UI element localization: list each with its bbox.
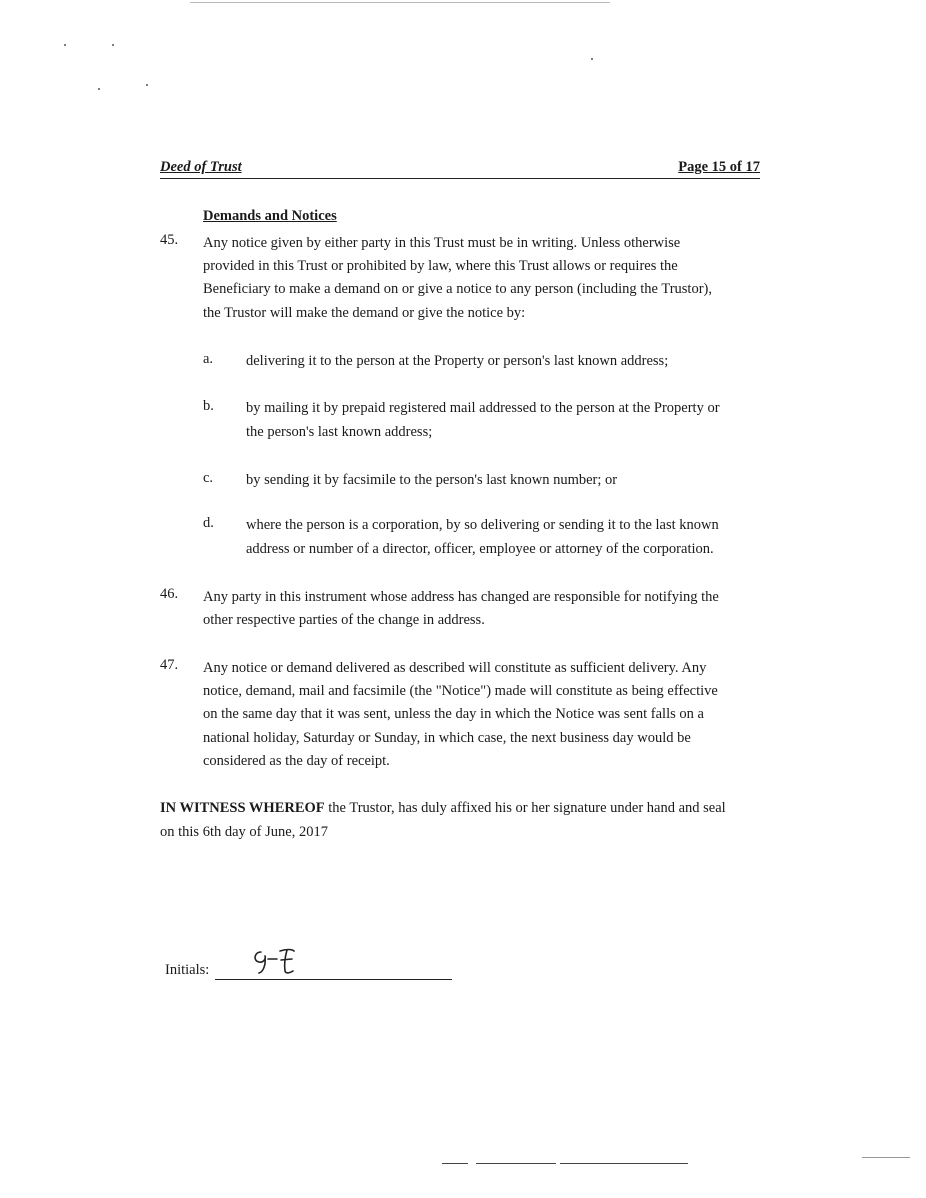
clause-text — [203, 586, 719, 632]
witness-date-line: on this 6th day of June, 2017 — [160, 824, 328, 840]
clause-number: 45. — [160, 232, 179, 248]
witness-statement — [160, 796, 770, 844]
scan-speck — [146, 84, 148, 86]
clause-line: Any party in this instrument whose address has changed are responsible for notifying the — [203, 589, 719, 605]
clause-line: notice, demand, mail and facsimile (the "Notice") made will constitute as being effective — [203, 683, 718, 700]
item-letter: c. — [203, 470, 214, 486]
clause-text — [203, 232, 712, 325]
initials-label: Initials: — [165, 962, 210, 978]
scan-speck — [64, 44, 66, 46]
scan-bottom-line — [442, 1163, 468, 1164]
item-letter: d. — [203, 515, 214, 531]
section-heading: Demands and Notices — [203, 208, 337, 224]
clause-line: Any notice given by either party in this Trust must be in writing. Unless otherwise — [203, 235, 681, 251]
witness-lead: IN WITNESS WHEREOF — [160, 800, 325, 816]
witness-line — [160, 796, 770, 820]
item-line: the person's last known address; — [246, 424, 433, 440]
item-letter: a. — [203, 351, 214, 367]
clause-line: the Trustor will make the demand or give the notice by: — [203, 304, 526, 321]
item-line: where the person is a corporation, by so delivering or sending it to the last known — [246, 517, 719, 533]
clause-number: 47. — [160, 657, 179, 673]
scan-bottom-line — [476, 1163, 556, 1164]
item-letter: b. — [203, 398, 214, 414]
clause-line: on the same day that it was sent, unless the day in which the Notice was sent falls on a — [203, 706, 704, 723]
list-item — [246, 468, 766, 492]
item-line: delivering it to the person at the Property or person's last known address; — [246, 353, 669, 369]
clause-line: Any notice or demand delivered as described will constitute as sufficient delivery. Any — [203, 660, 707, 676]
scan-speck — [112, 44, 114, 46]
initials-line — [215, 979, 452, 980]
clause-line: considered as the day of receipt. — [203, 752, 390, 769]
document-title: Deed of Trust — [160, 159, 242, 175]
scan-speck — [591, 58, 593, 60]
scan-top-line — [190, 2, 610, 3]
clause-number: 46. — [160, 586, 179, 602]
list-item — [246, 396, 766, 444]
scan-bottom-line — [862, 1157, 910, 1158]
page-number: Page 15 of 17 — [678, 159, 760, 175]
clause-text — [203, 657, 718, 773]
clause-line: Beneficiary to make a demand on or give a notice to any person (including the Trustor), — [203, 281, 712, 298]
scan-bottom-line — [560, 1163, 688, 1164]
clause-line: other respective parties of the change in address. — [203, 612, 485, 629]
witness-text: the Trustor, has duly affixed his or her signature under hand and seal — [324, 800, 726, 816]
item-line: by mailing it by prepaid registered mail addressed to the person at the Property or — [246, 400, 720, 416]
page-header — [160, 158, 760, 179]
initials-signature — [250, 945, 298, 977]
clause-line: provided in this Trust or prohibited by law, where this Trust allows or requires the — [203, 258, 678, 275]
clause-line: national holiday, Saturday or Sunday, in which case, the next business day would be — [203, 729, 691, 746]
list-item — [246, 513, 766, 561]
item-line: address or number of a director, officer, employee or attorney of the corporation. — [246, 541, 714, 557]
scan-speck — [98, 88, 100, 90]
item-line: by sending it by facsimile to the person's last known number; or — [246, 472, 618, 488]
list-item — [246, 349, 766, 373]
